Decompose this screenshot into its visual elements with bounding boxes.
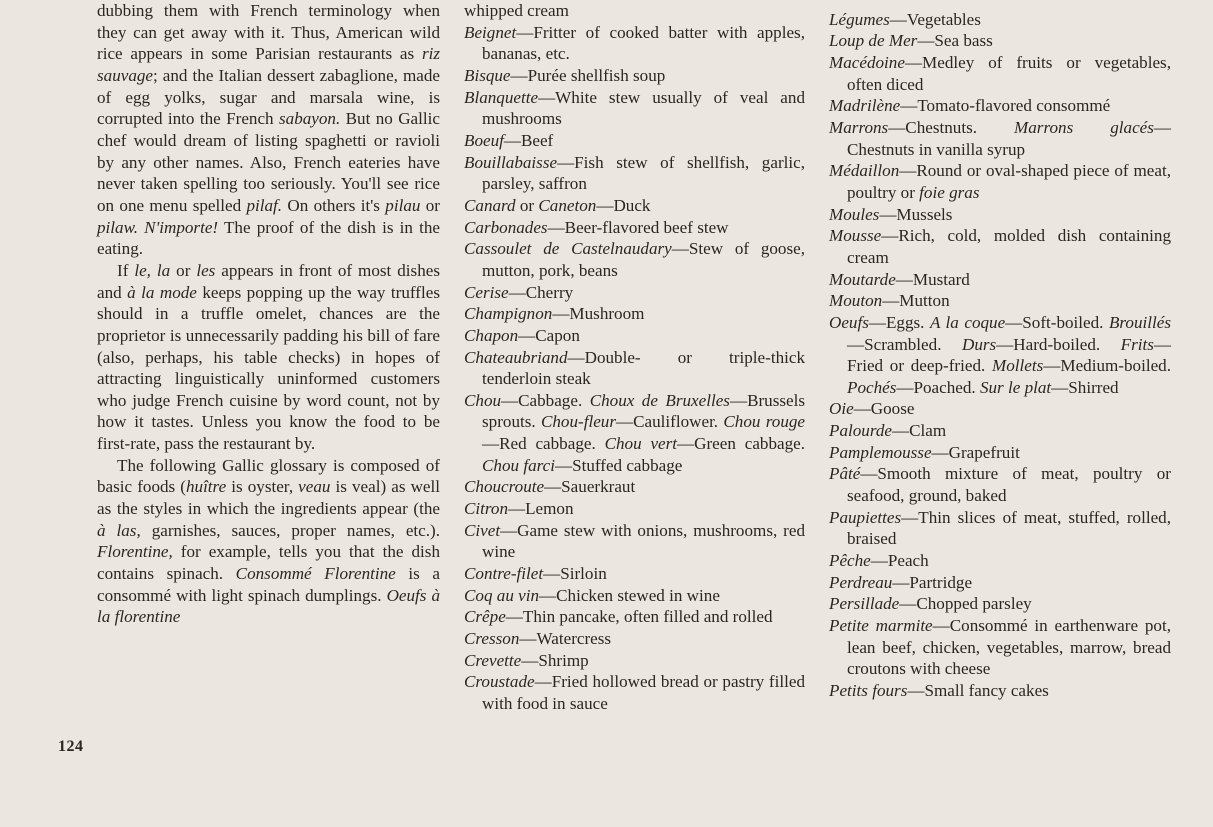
italic-term: Chateaubriand	[464, 347, 568, 367]
italic-term: Oie	[829, 399, 854, 419]
glossary-entry	[829, 507, 1171, 550]
italic-term: Oeufs	[829, 312, 869, 332]
text-run: But no Gallic chef would dream of listing spaghetti or ravioli by any other names. Also, French eateries have never taken spelling too seriously. You'll see rice on one menu spelled	[97, 109, 440, 215]
text-run: or	[170, 260, 197, 280]
glossary-entry	[829, 572, 1171, 594]
italic-term: Chou vert	[604, 434, 678, 454]
italic-term: Cassoulet de Castelnaudary	[464, 239, 672, 259]
text-run: —Sea bass	[917, 31, 993, 51]
text-run: is veal) as well as the styles in which the ingredients appear (the	[97, 477, 440, 519]
glossary-entry	[829, 225, 1171, 268]
italic-term: Loup de Mer	[829, 31, 918, 51]
italic-term: Moules	[829, 204, 880, 224]
italic-term: Légumes	[829, 9, 890, 29]
text-run: —Medley of fruits or vegetables, often diced	[847, 52, 1171, 94]
italic-term: Blanquette	[464, 87, 539, 107]
text-run: —White stew usually of veal and mushrooms	[482, 87, 805, 129]
glossary-entry	[464, 195, 805, 217]
glossary-entry	[829, 593, 1171, 615]
text-run: —Game stew with onions, mushrooms, red wine	[482, 520, 805, 562]
italic-term: Bisque	[464, 65, 511, 85]
glossary-entry	[829, 680, 1171, 702]
text-run: —Stew of goose, mutton, pork, beans	[482, 239, 805, 280]
text-run: —Fried or deep-fried.	[847, 334, 1171, 376]
italic-term: Pâté	[829, 464, 861, 484]
text-run: —Clam	[891, 421, 947, 441]
italic-term: A la coque	[929, 312, 1006, 332]
italic-term: à la mode	[127, 282, 197, 302]
glossary-entry	[464, 476, 805, 498]
italic-term: Chou	[464, 390, 502, 410]
text-run: —Cherry	[508, 282, 574, 302]
text-run: or	[515, 195, 539, 215]
text-run: —Goose	[853, 399, 915, 419]
paragraph	[97, 455, 440, 628]
text-run: —Mustard	[895, 269, 970, 289]
text-run: dubbing them with French terminology when they can get away with it. Thus, American wild rice appears in some Parisian restaurants as	[97, 1, 440, 64]
glossary-entry	[829, 30, 1171, 52]
glossary-entry	[829, 52, 1171, 95]
italic-term: Mollets	[992, 356, 1044, 376]
text-run: If	[117, 260, 135, 280]
text-run: —Capon	[518, 325, 580, 345]
glossary-entry	[829, 290, 1171, 312]
glossary-entry	[464, 282, 805, 304]
italic-term: Perdreau	[829, 572, 893, 592]
italic-term: Canard	[464, 195, 516, 215]
text-run: —Chestnuts in vanilla syrup	[847, 117, 1171, 159]
italic-term: Chou farci	[482, 455, 555, 475]
text-run: —Double- or triple-thick tenderloin steak	[482, 347, 805, 389]
italic-term: pilaw. N'importe!	[97, 217, 219, 237]
glossary-entry	[829, 442, 1171, 464]
text-run: —Medium-boiled.	[1043, 356, 1171, 376]
glossary-entry	[464, 303, 805, 325]
italic-term: Brouillés	[1108, 312, 1171, 332]
italic-term: Pamplemousse	[829, 442, 932, 462]
text-run: —Stuffed cabbage	[554, 455, 683, 475]
italic-term: Moutarde	[829, 269, 896, 289]
italic-term: Croustade	[464, 672, 535, 692]
text-run: —Rich, cold, molded dish containing cream	[847, 226, 1171, 267]
italic-term: Contre-filet	[464, 564, 544, 584]
text-run: —Partridge	[892, 572, 973, 592]
italic-term: Durs	[961, 334, 997, 354]
glossary-entry	[464, 87, 805, 130]
italic-term: Citron	[464, 499, 509, 519]
italic-term: Macédoine	[829, 52, 905, 72]
italic-term: le, la	[134, 260, 171, 280]
italic-term: Marrons glacés	[1014, 117, 1154, 137]
glossary-entry	[829, 615, 1171, 680]
glossary-column-l-p	[829, 0, 1171, 702]
italic-term: Paupiettes	[829, 507, 902, 527]
text-run: —Brussels sprouts.	[482, 390, 805, 432]
text-run: —Smooth mixture of meat, poultry or seafood, ground, baked	[847, 464, 1171, 506]
text-run: —Fritter of cooked batter with apples, bananas, etc.	[482, 22, 805, 64]
text-run: garnishes, sauces, proper names, etc.).	[140, 520, 440, 540]
text-run: —Fried hollowed bread or pastry filled with food in sauce	[482, 672, 805, 713]
italic-term: Civet	[464, 520, 501, 540]
text-run: On others it's	[282, 195, 386, 215]
italic-term: pilau	[385, 195, 421, 215]
text-run: —Round or oval-shaped piece of meat, poultry or	[847, 161, 1171, 202]
text-run: for example, tells you that the dish contains spinach.	[97, 542, 440, 584]
glossary-entry	[464, 65, 805, 87]
italic-term: sabayon.	[279, 109, 341, 129]
text-run: —Sauerkraut	[544, 477, 636, 497]
italic-term: Florentine,	[97, 542, 173, 562]
italic-term: Chou rouge	[723, 412, 806, 432]
glossary-entry	[829, 420, 1171, 442]
text-run: —Cabbage.	[501, 390, 590, 410]
text-run: —Mutton	[882, 291, 950, 311]
italic-term: Crevette	[464, 650, 522, 670]
glossary-entry	[464, 606, 805, 628]
text-run: —Vegetables	[889, 9, 981, 29]
text-run: —Purée shellfish soup	[510, 65, 666, 85]
text-run: is oyster,	[226, 477, 299, 497]
italic-term: pilaf.	[246, 195, 283, 215]
text-run: appears in front of most dishes and	[97, 260, 440, 302]
glossary-entry-fragment: whipped cream	[464, 1, 569, 20]
italic-term: Pêche	[829, 551, 871, 571]
italic-term: Crêpe	[464, 607, 506, 627]
glossary-entry	[464, 217, 805, 239]
italic-term: Caneton	[538, 195, 597, 215]
glossary-entry	[829, 117, 1171, 160]
text-run: —Mushroom	[552, 304, 645, 324]
text-run: —Poached.	[896, 377, 980, 397]
text-run: —Tomato-flavored consommé	[900, 96, 1111, 116]
text-run: —Shirred	[1051, 377, 1119, 397]
glossary-entry	[829, 95, 1171, 117]
italic-term: Consommé Florentine	[235, 564, 396, 584]
italic-term: Mouton	[829, 291, 883, 311]
glossary-entry	[829, 160, 1171, 203]
glossary-entry	[464, 520, 805, 563]
glossary-entry	[829, 398, 1171, 420]
glossary-entry	[464, 498, 805, 520]
italic-term: Champignon	[464, 304, 553, 324]
text-run: is a consommé with light spinach dumplings.	[97, 564, 440, 605]
italic-term: Frits	[1120, 334, 1154, 354]
italic-term: Petits fours	[829, 681, 908, 700]
italic-term: Sur le plat	[979, 377, 1052, 397]
glossary-entry	[464, 130, 805, 152]
glossary-column-b-c	[464, 0, 805, 715]
text-run: —Cauliflower.	[616, 412, 724, 432]
text-run: —Sirloin	[543, 564, 607, 584]
text-run: The proof of the dish is in the eating.	[97, 217, 440, 259]
text-run: —Consommé in earthenware pot, lean beef, chicken, vegetables, marrow, bread croutons with cheese	[847, 616, 1171, 679]
page-number: 124	[58, 738, 84, 755]
italic-term: Choucroute	[464, 477, 545, 497]
paragraph	[97, 260, 440, 455]
italic-term: riz sauvage	[97, 44, 440, 85]
italic-term: Madrilène	[829, 96, 901, 116]
text-run: —Green cabbage.	[677, 434, 805, 454]
glossary-entry	[464, 628, 805, 650]
italic-term: Oeufs à la florentine	[97, 585, 441, 627]
glossary-entry	[829, 550, 1171, 572]
text-run: keeps popping up the way truffles should in a truffle omelet, chances are the proprietor is unnecessarily padding his bill of fare (also, perhaps, his table checks) in hopes of attracting linguistically uninformed customers who judge French cuisine by word count, not by how it tastes. Unless you know the food to be first-rate, pass the restaurant by.	[97, 282, 440, 454]
glossary-entry	[464, 238, 805, 281]
text-run: or	[420, 195, 441, 215]
text-run: The following Gallic glossary is composed of basic foods (	[97, 455, 440, 497]
glossary-entry	[464, 347, 805, 390]
text-run: —Thin pancake, often filled and rolled	[505, 607, 773, 627]
glossary-entry	[464, 325, 805, 347]
paragraph	[97, 0, 440, 260]
text-run: —Beef	[503, 130, 554, 150]
italic-term: Pochés	[847, 377, 897, 397]
text-run: ; and the Italian dessert zabaglione, made of egg yolks, sugar and marsala wine, is corrupted into the French	[97, 65, 440, 129]
text-run: —Grapefruit	[931, 442, 1020, 462]
glossary-entry	[829, 269, 1171, 291]
italic-term: Cresson	[464, 629, 520, 649]
text-run: —Chopped parsley	[899, 594, 1032, 614]
italic-term: Palourde	[829, 421, 892, 441]
glossary-entry	[464, 671, 805, 714]
text-run: —Thin slices of meat, stuffed, rolled, braised	[847, 507, 1171, 549]
italic-term: Médaillon	[829, 161, 900, 181]
text-run: —Fish stew of shellfish, garlic, parsley, saffron	[482, 152, 805, 194]
body-text-column	[97, 0, 440, 628]
text-run: —Peach	[870, 551, 929, 571]
italic-term: Mousse	[829, 226, 882, 246]
glossary-entry	[464, 22, 805, 65]
glossary-entry	[464, 585, 805, 607]
text-run: —Small fancy cakes	[907, 681, 1049, 700]
italic-term: Chou-fleur	[540, 412, 617, 432]
italic-term: les	[196, 260, 216, 280]
text-run: —Chestnuts.	[888, 117, 1015, 137]
italic-term: veau	[298, 477, 331, 497]
italic-term: Bouillabaisse	[464, 152, 558, 172]
text-run: —Mussels	[879, 204, 953, 224]
text-run: —Watercress	[519, 629, 612, 649]
glossary-entry	[829, 9, 1171, 31]
italic-term: Chapon	[464, 325, 519, 345]
italic-term: Marrons	[829, 117, 889, 137]
italic-term: à las,	[97, 520, 141, 540]
glossary-entry	[464, 650, 805, 672]
text-run: —Beer-flavored beef stew	[547, 217, 729, 237]
text-run: —Hard-boiled.	[996, 334, 1121, 354]
italic-term: Petite marmite	[829, 616, 933, 636]
italic-term: Coq au vin	[464, 585, 540, 605]
text-run: —Eggs.	[868, 312, 930, 332]
glossary-entry	[829, 463, 1171, 506]
text-run: —Shrimp	[521, 650, 589, 670]
glossary-entry	[829, 312, 1171, 399]
italic-term: Choux de Bruxelles	[589, 390, 730, 410]
glossary-entry	[464, 390, 805, 477]
italic-term: huître	[185, 477, 227, 497]
glossary-entry	[464, 563, 805, 585]
text-run: —Scrambled.	[847, 334, 962, 354]
italic-term: foie gras	[919, 182, 980, 202]
italic-term: Beignet	[464, 22, 517, 42]
text-run: —Red cabbage.	[482, 434, 605, 454]
glossary-entry	[464, 152, 805, 195]
italic-term: Cerise	[464, 282, 509, 302]
text-run: —Lemon	[508, 499, 574, 519]
italic-term: Boeuf	[464, 130, 504, 150]
text-run: —Chicken stewed in wine	[539, 585, 720, 605]
glossary-entry	[829, 204, 1171, 226]
italic-term: Persillade	[829, 594, 900, 614]
italic-term: Carbonades	[464, 217, 548, 237]
text-run: —Duck	[596, 195, 651, 215]
text-run: —Soft-boiled.	[1005, 312, 1109, 332]
